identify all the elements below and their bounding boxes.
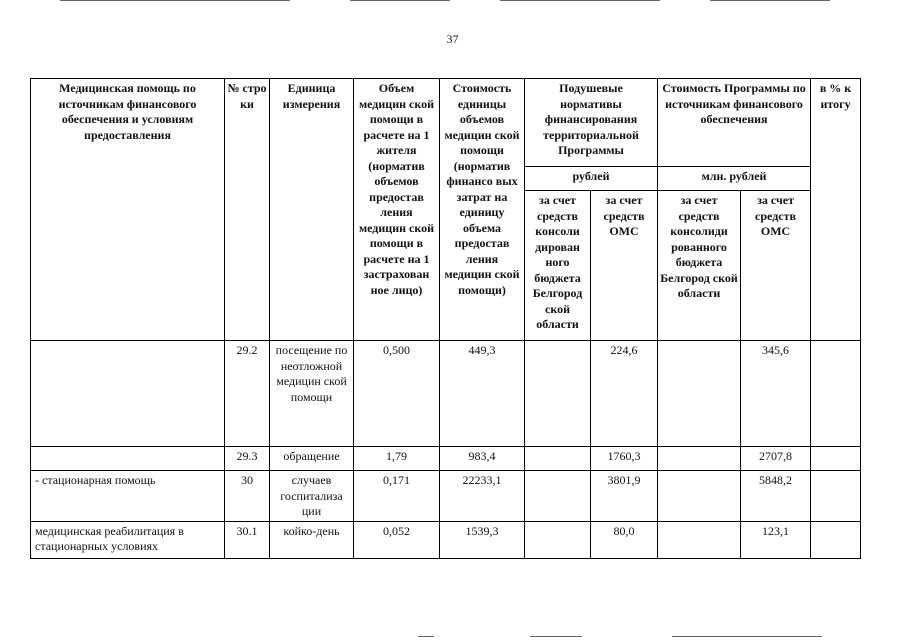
header-unit-cost: Стоимость единицы объемов медицин ской помощи (норматив финансо вых затрат на единицу объема предостав ления медицин ской помощи) bbox=[440, 79, 525, 341]
table-row bbox=[31, 447, 861, 471]
header-medical-help: Медицинская помощь по источникам финансового обеспечения и условиям предоставления bbox=[31, 79, 225, 341]
cell-unit: обращение bbox=[270, 447, 354, 471]
cell-per-capita-budget bbox=[525, 447, 591, 471]
cell-percent bbox=[811, 521, 861, 558]
cell-per-capita-oms: 1760,3 bbox=[591, 447, 658, 471]
scan-artifact-line bbox=[672, 636, 822, 637]
header-volume: Объем медицин ской помощи в расчете на 1 жителя (норматив объемов предостав ления медицин ской помощи в расчете на 1 застрахован ное лицо) bbox=[354, 79, 440, 341]
scan-artifact-line bbox=[500, 0, 660, 1]
cell-per-capita-budget bbox=[525, 521, 591, 558]
cell-per-capita-budget bbox=[525, 341, 591, 447]
cell-medical-help: - стационарная помощь bbox=[31, 471, 225, 522]
header-unit-rubles: рублей bbox=[525, 167, 658, 191]
cell-per-capita-budget bbox=[525, 471, 591, 522]
cell-per-capita-oms: 3801,9 bbox=[591, 471, 658, 522]
scan-artifact-line bbox=[350, 0, 450, 1]
cell-program-budget bbox=[658, 447, 741, 471]
cell-percent bbox=[811, 341, 861, 447]
scan-artifact-line bbox=[530, 636, 582, 637]
table-row bbox=[31, 341, 861, 447]
cell-medical-help bbox=[31, 447, 225, 471]
cell-per-capita-oms: 80,0 bbox=[591, 521, 658, 558]
cell-program-oms: 5848,2 bbox=[741, 471, 811, 522]
financing-table bbox=[30, 78, 861, 559]
cell-program-budget bbox=[658, 471, 741, 522]
cell-volume: 0,171 bbox=[354, 471, 440, 522]
cell-row-number: 30 bbox=[225, 471, 270, 522]
header-percent-of-total: в % к итогу bbox=[811, 79, 861, 341]
header-per-capita-normatives: Подушевые нормативы финансирования территориальной Программы bbox=[525, 79, 658, 167]
cell-row-number: 29.3 bbox=[225, 447, 270, 471]
table-row bbox=[31, 521, 861, 558]
cell-unit-cost: 983,4 bbox=[440, 447, 525, 471]
cell-medical-help bbox=[31, 341, 225, 447]
header-per-capita-budget: за счет средств консоли дирован ного бюджета Белгород ской области bbox=[525, 191, 591, 341]
scan-artifact-line bbox=[60, 0, 290, 1]
cell-unit: койко-день bbox=[270, 521, 354, 558]
cell-unit-cost: 1539,3 bbox=[440, 521, 525, 558]
header-per-capita-oms: за счет средств ОМС bbox=[591, 191, 658, 341]
cell-unit: посещение по неотложной медицин ской помощи bbox=[270, 341, 354, 447]
scan-artifact-line bbox=[710, 0, 830, 1]
scan-artifact-line bbox=[418, 636, 434, 637]
cell-program-oms: 345,6 bbox=[741, 341, 811, 447]
page-number: 37 bbox=[446, 32, 459, 46]
header-row-number: № стро ки bbox=[225, 79, 270, 341]
cell-unit-cost: 449,3 bbox=[440, 341, 525, 447]
cell-program-budget bbox=[658, 521, 741, 558]
header-program-cost: Стоимость Программы по источникам финансового обеспечения bbox=[658, 79, 811, 167]
cell-per-capita-oms: 224,6 bbox=[591, 341, 658, 447]
header-program-oms: за счет средств ОМС bbox=[741, 191, 811, 341]
cell-row-number: 30.1 bbox=[225, 521, 270, 558]
header-program-budget: за счет средств консолиди рованного бюджета Белгород ской области bbox=[658, 191, 741, 341]
cell-percent bbox=[811, 471, 861, 522]
cell-volume: 0,052 bbox=[354, 521, 440, 558]
cell-medical-help: медицинская реабилитация в стационарных условиях bbox=[31, 521, 225, 558]
cell-volume: 0,500 bbox=[354, 341, 440, 447]
cell-program-oms: 2707,8 bbox=[741, 447, 811, 471]
cell-program-budget bbox=[658, 341, 741, 447]
table-row bbox=[31, 471, 861, 522]
cell-unit: случаев госпитализа ции bbox=[270, 471, 354, 522]
cell-percent bbox=[811, 447, 861, 471]
cell-row-number: 29.2 bbox=[225, 341, 270, 447]
cell-unit-cost: 22233,1 bbox=[440, 471, 525, 522]
header-unit: Единица измерения bbox=[270, 79, 354, 341]
header-unit-mln-rubles: млн. рублей bbox=[658, 167, 811, 191]
cell-volume: 1,79 bbox=[354, 447, 440, 471]
cell-program-oms: 123,1 bbox=[741, 521, 811, 558]
